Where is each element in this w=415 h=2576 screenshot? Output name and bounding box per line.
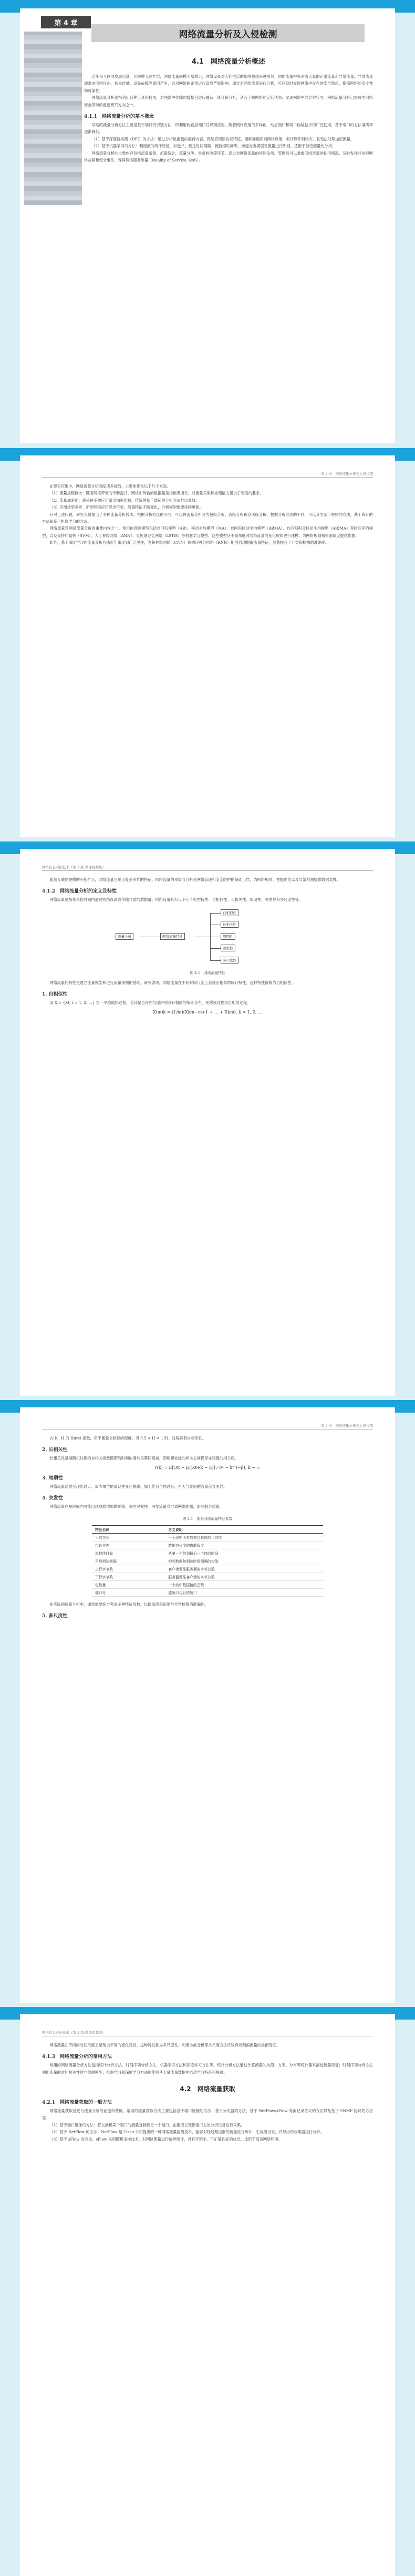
paragraph: 网络流量分析是指利用各种工具和技术，对网络中传输的数据包进行捕获、统计和分析，从而了解网络的运行状态、发现网络中的异常行为。网络流量分析已经成为网络安全领域的重要研究方向之一。 (84, 95, 373, 107)
paragraph: （3）应用类型多样：新型网络应用层出不穷，流量特征不断变化，分析模型需要持续更新。 (49, 505, 203, 510)
item-heading: 3. 周期性 (42, 1475, 63, 1481)
paragraph: 网络流量在短时间内可能出现急剧增加的现象，称为突发性。突发流量会导致网络拥塞，影响服务质量。 (49, 1504, 224, 1509)
paragraph: 式中，H 为 Hurst 指数，用于衡量自相似的程度。当 0.5 < H < 1 时，过程具有自相似性。 (49, 1436, 206, 1441)
chapter-banner (41, 16, 372, 40)
table-cell: 端口号 (92, 1588, 165, 1596)
subsection-heading: 4.1.3 网络流量分析的常用方法 (42, 2054, 112, 2060)
diagram-branch: 突发性 (221, 945, 235, 951)
table-cell: 下行字节数 (92, 1573, 165, 1580)
table-cell: 一个流中所有数据包长度的平均值 (165, 1533, 323, 1541)
paragraph: 网络流量分析的主要内容包括流量采集、流量统计、流量分类、异常检测等环节。通过对网络流量的持续监测，管理员可以掌握网络资源的使用情况，及时发现并处理网络故障和安全事件，保障网络服务质量（Quality of Service, QoS）。 (84, 150, 373, 163)
section-heading: 4.2 网络流量获取 (180, 2085, 235, 2093)
subsection-heading: 4.2.1 网络流量获取的一般方法 (42, 2100, 112, 2106)
table-row (92, 1588, 323, 1596)
running-head: 第 4 章 网络流量分析及入侵检测 (42, 1423, 373, 1429)
paragraph: （2）基于 NetFlow 的方法：NetFlow 是 Cisco 公司提出的一种网络流量监测技术，能够对经过路由器的流量进行统计，生成流记录，并导出给收集器进行分析。 (49, 2129, 324, 2135)
table-cell: 包长方差 (92, 1541, 165, 1549)
diagram-branch: 自相似性 (221, 909, 238, 916)
paragraph: 网络流量是指在单位时间内通过网络设备或传输介质的数据量。网络流量具有以下几个典型特性：自相似性、长相关性、周期性、突发性和多尺度性等。 (49, 897, 303, 902)
table-cell: 包数量 (92, 1580, 165, 1588)
section-title: 4.1 网络流量分析概述 (191, 58, 266, 66)
table-row (92, 1565, 323, 1573)
table-cell: 客户端发往服务器的字节总数 (165, 1565, 323, 1573)
features-table (92, 1525, 323, 1597)
table-row (92, 1541, 323, 1549)
paragraph: 常用的网络流量分析方法包括统计分析方法、时间序列分析方法、机器学习方法和深度学习方法等。统计分析方法通过计算流量的均值、方差、分布等统计量来描述流量特征；时间序列分析方法利用流量的时间相关性建立预测模型；机器学习和深度学习方法则能够从大量流量数据中自动学习特征和规律。 (42, 2063, 373, 2075)
running-head: 网络信息对抗技术（第 2 版·微课视频版） (42, 865, 373, 871)
paragraph: 此外，基于深度学习的流量分析方法近年来受到广泛关注，卷积神经网络（CNN）和循环神经网络（RNN）能够自动提取流量特征，显著提升了分类和检测的准确率。 (49, 540, 329, 545)
table-row (92, 1580, 323, 1588)
paragraph: 近年来互联网发展迅速，其规模飞速扩展，网络流量规模不断增大，网络设备对人们生活的影响也越来越明显，网络流量中夹杂着大量的正常流量和异常流量。异常流量通常由网络攻击、病毒传播、设备故障等原因产生，会对网络的正常运行造成严重影响。通过对网络流量进行分析，可以及时发现网络中存在的安全隐患，提高网络的安全性和可靠性。 (84, 74, 373, 93)
paragraph: 在实际的流量分析中，通常需要综合考虑多种特征参数，以提高流量识别与异常检测的准确性。 (49, 1601, 209, 1607)
diagram-node-left: 流量分析 (116, 933, 133, 940)
page-4 (20, 1407, 395, 2003)
running-head: 网络信息对抗技术（第 2 版·微课视频版） (42, 2030, 373, 2036)
paragraph: （1）流量规模巨大：随着网络带宽的不断提升，网络中传输的数据量呈指数级增长，对流量采集和处理能力提出了更高的要求。 (49, 491, 264, 496)
item-heading: 4. 突发性 (42, 1496, 63, 1502)
paragraph: （2）基于机器学习的方法：利用流的统计特征，如包长、到达时间间隔、流持续时间等，构建分类模型对流量进行识别，适用于加密流量的分析。 (91, 144, 336, 149)
page-2 (20, 455, 395, 837)
paragraph: （1）基于深度包检测（DPI）的方法：通过分析数据包的载荷内容，匹配应用层协议特征，能够准确识别网络应用，但计算开销较大，且无法处理加密流量。 (91, 136, 354, 141)
pixelated-image (24, 32, 82, 205)
formula: r(k) = E[(Xt − μ)(Xt+k − μ)] / σ² ~ k^(−β), k → ∞ (154, 1465, 261, 1470)
paragraph: （1）基于端口镜像的方法：将交换机某个端口的流量复制到另一个端口，由连接在镜像端口上的分析设备进行采集。 (49, 2123, 245, 2128)
table-cell: 平均到达间隔 (92, 1557, 165, 1565)
paragraph: 随着互联网规模的不断扩大，网络流量呈现出复杂多样的特征。网络流量的采集与分析是网络管理和安全防护的基础工作，为网络规划、性能优化以及异常检测提供数据支撑。 (49, 877, 340, 882)
subsection-heading: 4.1.2 网络流量分析的定义及特性 (42, 889, 117, 895)
paragraph: （2）流量加密化：越来越多的应用采用加密传输，传统的基于载荷的分析方法难以奏效。 (49, 498, 200, 503)
table-cell: 数据包长度的离散程度 (165, 1541, 323, 1549)
paragraph: 网络流量在不同的时间尺度上呈现出不同的变化特征，这种特性称为多尺度性。利用小波分析等多尺度方法可以有效刻画流量的局部特征。 (49, 2043, 280, 2047)
table-cell: 源端口与目的端口 (165, 1588, 323, 1596)
table-cell: 从第一个包到最后一个包的时间 (165, 1549, 323, 1557)
paragraph: 针对上述问题，研究人员提出了多种流量分析技术。根据分析粒度的不同，可以将流量分析分为包级分析、流级分析和会话级分析；根据分析方法的不同，可以分为基于规则的方法、基于统计的方法和基于机器学习的方法。 (42, 512, 373, 524)
diagram-branch: 长相关性 (221, 921, 238, 928)
table-cell: 流持续时间 (92, 1549, 165, 1557)
formula: X(m)k = (1/m)(Xkm−m+1 + … + Xkm), k = 1, 2, … (152, 1009, 262, 1015)
table-row (92, 1557, 323, 1565)
diagram-branch: 多尺度性 (221, 957, 238, 964)
paragraph: 网络流量预测是流量分析的重要内容之一。常用的预测模型包括自回归模型（AR）、移动平均模型（MA）、自回归移动平均模型（ARMA）、自回归积分移动平均模型（ARIMA）等时间序列模型，以及支持向量机（SVM）、人工神经网络（ANN）、长短期记忆网络（LSTM）等机器学习模型。这些模型从不同角度对网络流量的变化规律进行建模，为网络规划和资源调度提供依据。 (42, 526, 373, 538)
chapter-tag: 第 4 章 (41, 16, 91, 28)
table-header: 含义说明 (165, 1525, 323, 1533)
table-cell: 一个流中数据包的总数 (165, 1580, 323, 1588)
paragraph: 网络流量的特性是建立流量模型和进行流量预测的基础。研究表明，网络流量在不同时间尺度上表现出相似的统计特性，这种特性被称为自相似性。 (49, 980, 295, 985)
table-cell: 上行字节数 (92, 1565, 165, 1573)
table-header: 特征名称 (92, 1525, 165, 1533)
paragraph: （3）基于 sFlow 的方法：sFlow 采用随机采样技术，对网络流量进行抽样统计，具有开销小、可扩展性好的优点，适用于高速网络环境。 (49, 2136, 282, 2142)
page-3 (20, 849, 395, 1396)
table-row (92, 1573, 323, 1580)
running-head: 第 4 章 网络流量分析及入侵检测 (42, 471, 373, 478)
item-heading: 1. 自相似性 (42, 992, 68, 998)
table-cell: 服务器发往客户端的字节总数 (165, 1573, 323, 1580)
diagram-branch: 周期性 (221, 933, 235, 940)
table-cell: 相邻数据包到达时间间隔的均值 (165, 1557, 323, 1565)
subsection-heading: 4.1.1 网络流量分析的基本概念 (84, 114, 154, 120)
diagram-node-center: 网络流量特性 (160, 933, 185, 940)
table-caption: 表 4.1 部分网络流量特征参数 (182, 1516, 233, 1521)
paragraph: 网络流量获取是进行流量分析的前提和基础。常用的流量获取方法主要包括基于端口镜像的方法、基于分光器的方法、基于 NetFlow/sFlow 等流记录协议的方法以及基于 SNMP 协议的方法等。 (42, 2108, 373, 2121)
paragraph: 早期的流量分析方法主要是基于端口的识别方法，即利用传输层端口号识别应用。随着网络应用的多样化，动态端口和端口伪装技术的广泛使用，基于端口的方法准确率逐渐降低。 (84, 123, 373, 135)
traffic-features-diagram (42, 908, 373, 966)
paragraph: 设 X = {Xt, t = 1, 2, …} 为一平稳随机过程，若其聚合序列与原序列具有相同的统计分布，则称该过程为自相似过程。 (49, 1000, 251, 1006)
item-heading: 5. 多尺度性 (42, 1614, 68, 1619)
paragraph: 网络流量通常呈现出以天、周为单位的周期性变化规律，如工作日与休息日、白天与夜间的流量差异明显。 (49, 1484, 227, 1489)
paragraph: 在现实应用中，网络流量分析面临诸多挑战，主要体现在以下几个方面。 (49, 484, 171, 489)
table-row (92, 1549, 323, 1557)
paragraph: 长相关性是指随机过程的自相关函数随滞后时间的增加呈幂律衰减，即相距较远的样本之间仍存在较强的相关性。 (49, 1456, 238, 1461)
chapter-title: 网络流量分析及入侵检测 (91, 24, 365, 42)
page-5 (20, 2014, 395, 2576)
table-row (92, 1533, 323, 1541)
table-cell: 平均包长 (92, 1533, 165, 1541)
figure-caption: 图 4.1 网络流量特性 (190, 970, 225, 975)
item-heading: 2. 长相关性 (42, 1447, 68, 1453)
page-1 (20, 8, 395, 443)
